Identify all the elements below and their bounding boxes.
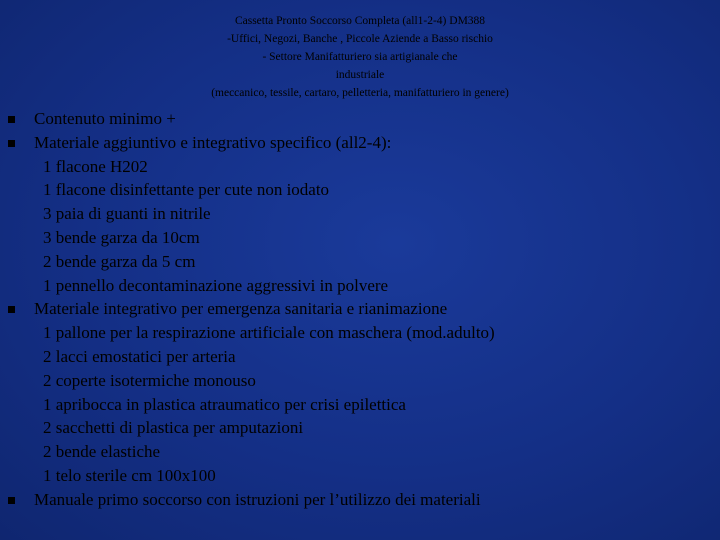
- list-item-text: Materiale integrativo per emergenza sanitaria e rianimazione: [34, 299, 448, 319]
- list-subitem: [8, 464, 714, 488]
- slide-title: [0, 12, 720, 102]
- list-item-text: 2 lacci emostatici per arteria: [43, 346, 236, 366]
- list-subitem: [8, 440, 714, 464]
- list-subitem: [8, 345, 714, 369]
- list-item-text: 1 flacone H202: [43, 156, 148, 176]
- list-item-text: 2 bende garza da 5 cm: [43, 251, 196, 271]
- list-item-text: Manuale primo soccorso con istruzioni per l’utilizzo dei materiali: [34, 489, 481, 509]
- list-item-text: 2 sacchetti di plastica per amputazioni: [43, 418, 304, 438]
- list-item: [8, 488, 714, 512]
- list-item-text: 1 pallone per la respirazione artificiale con maschera (mod.adulto): [43, 323, 495, 343]
- title-line: Cassetta Pronto Soccorso Completa (all1-2-4) DM388: [234, 15, 486, 27]
- list-item-text: Contenuto minimo +: [34, 109, 176, 128]
- list-item-text: 1 flacone disinfettante per cute non iodato: [43, 180, 330, 200]
- list-subitem: [8, 321, 714, 345]
- title-line: -Uffici, Negozi, Banche , Piccole Aziende a Basso rischio: [227, 33, 493, 45]
- list-item-text: 2 coperte isotermiche monouso: [43, 370, 256, 390]
- list-item: [8, 131, 714, 155]
- slide-content-list: [8, 107, 714, 512]
- list-subitem: [8, 178, 714, 202]
- list-subitem: [8, 274, 714, 298]
- list-subitem: [8, 369, 714, 393]
- list-subitem: [8, 226, 714, 250]
- list-item-text: 2 bende elastiche: [43, 442, 161, 462]
- list-item-text: 3 paia di guanti in nitrile: [43, 204, 211, 224]
- list-item: [8, 107, 714, 131]
- list-subitem: [8, 393, 714, 417]
- square-bullet-icon: [8, 306, 15, 313]
- title-line: - Settore Manifatturiero sia artigianale che: [262, 51, 458, 63]
- list-subitem: [8, 155, 714, 179]
- square-bullet-icon: [8, 140, 15, 147]
- square-bullet-icon: [8, 497, 15, 504]
- list-item: [8, 297, 714, 321]
- list-subitem: [8, 250, 714, 274]
- list-subitem: [8, 202, 714, 226]
- list-item-text: Materiale aggiuntivo e integrativo specifico (all2-4):: [34, 132, 392, 152]
- list-item-text: 1 telo sterile cm 100x100: [43, 465, 216, 485]
- title-line: (meccanico, tessile, cartaro, pelletteria, manifatturiero in genere): [211, 87, 509, 99]
- list-item-text: 1 apribocca in plastica atraumatico per crisi epilettica: [43, 394, 406, 414]
- list-item-text: 1 pennello decontaminazione aggressivi in polvere: [43, 275, 389, 295]
- title-line: industriale: [335, 69, 385, 81]
- list-subitem: [8, 416, 714, 440]
- square-bullet-icon: [8, 116, 15, 123]
- list-item-text: 3 bende garza da 10cm: [43, 227, 200, 247]
